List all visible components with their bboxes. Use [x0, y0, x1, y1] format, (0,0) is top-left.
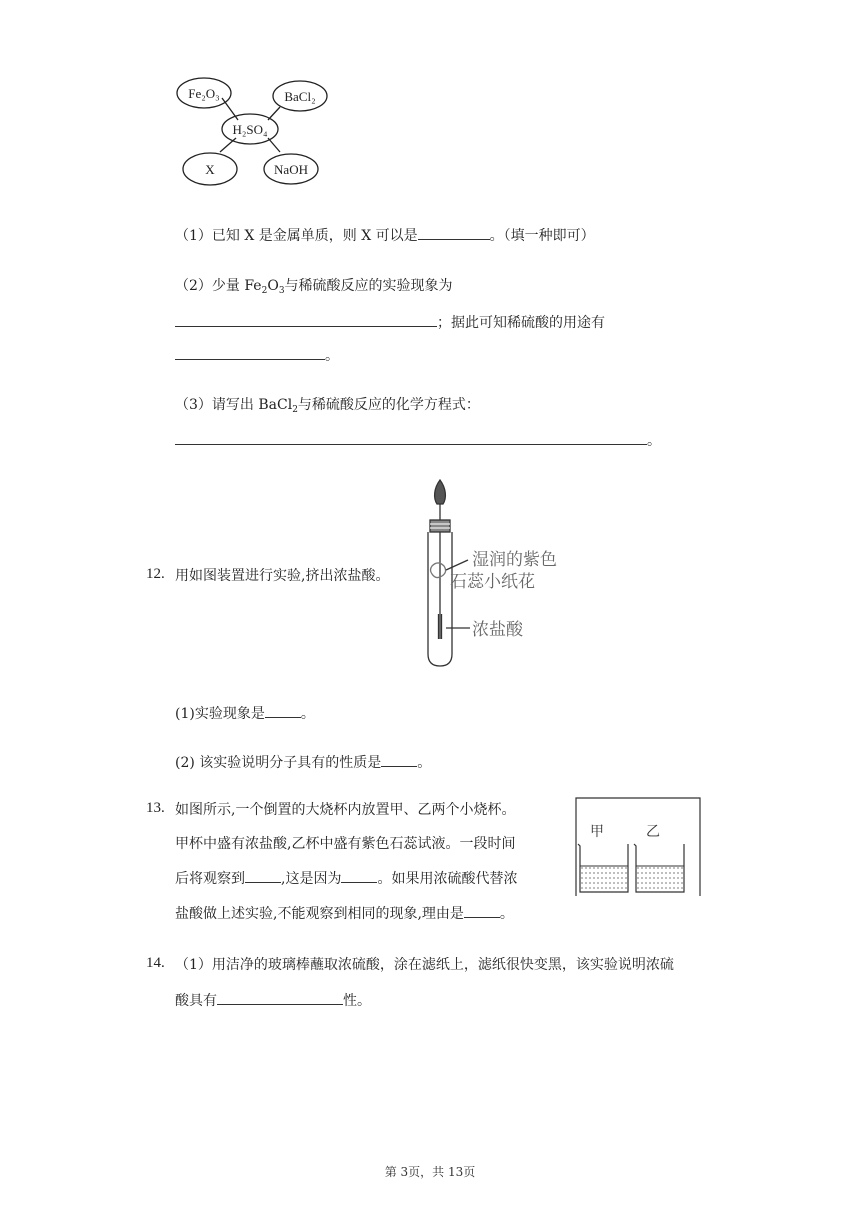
q11-part2-line3: 。	[175, 345, 339, 366]
reaction-diagram	[170, 72, 340, 192]
q13-line1: 如图所示,一个倒置的大烧杯内放置甲、乙两个小烧杯。	[175, 802, 516, 818]
naoh-label: NaOH	[274, 162, 308, 177]
answer-blank[interactable]	[175, 430, 647, 445]
q11-part3: （3）请写出 BaCl$_2$与稀硫酸反应的化学方程式：	[175, 397, 480, 415]
label-jia: 甲	[590, 824, 604, 840]
test-tube-figure	[410, 474, 595, 670]
bacl2-label: BaCl₂	[284, 89, 316, 104]
answer-blank[interactable]	[217, 990, 343, 1005]
q13-line4: 盐酸做上述实验,不能观察到相同的现象,理由是 。	[175, 903, 514, 924]
q11-part3-line2: 。	[175, 430, 661, 451]
q14-line2: 酸具有 性。	[175, 990, 371, 1011]
page-footer: 第 3页，共 13页	[384, 1165, 476, 1179]
q11-part2-line2: ；据此可知稀硫酸的用途有	[175, 312, 605, 333]
flower-label-line1: 湿润的紫色	[472, 550, 557, 570]
q12-part1: (1)实验现象是 。	[175, 703, 315, 724]
answer-blank[interactable]	[341, 868, 377, 883]
beakers-figure	[574, 796, 702, 898]
q11-part1: （1）已知 X 是金属单质，则 X 可以是 。（填一种即可）	[175, 225, 595, 246]
x-label: X	[205, 162, 215, 177]
answer-blank[interactable]	[464, 903, 500, 918]
q14-line1: （1）用洁净的玻璃棒蘸取浓硫酸，涂在滤纸上，滤纸很快变黑，该实验说明浓硫	[175, 957, 674, 973]
q11-part2: （2）少量 $Fe_2O_3$与稀硫酸反应的实验现象为	[175, 278, 453, 296]
answer-blank[interactable]	[418, 225, 490, 240]
answer-blank[interactable]	[175, 345, 325, 360]
q13-line3: 后将观察到 ,这是因为 。如果用浓硫酸代替浓	[175, 868, 517, 889]
label-yi: 乙	[646, 824, 660, 840]
q12-part2: (2) 该实验说明分子具有的性质是 。	[175, 752, 431, 773]
q12-stem: 用如图装置进行实验,挤出浓盐酸。	[175, 568, 390, 584]
answer-blank[interactable]	[245, 868, 281, 883]
answer-blank[interactable]	[381, 752, 417, 767]
answer-blank[interactable]	[175, 312, 437, 327]
q12-number: 12.	[146, 566, 165, 582]
h2so4-label: H₂SO₄	[232, 122, 268, 137]
flower-label-line2: 石蕊小纸花	[450, 572, 535, 592]
answer-blank[interactable]	[265, 703, 301, 718]
acid-label: 浓盐酸	[472, 620, 523, 640]
q14-number: 14.	[146, 955, 165, 971]
fe2o3-label: Fe₂O₃	[188, 86, 220, 101]
q13-line2: 甲杯中盛有浓盐酸,乙杯中盛有紫色石蕊试液。一段时间	[175, 836, 516, 852]
q13-number: 13.	[146, 800, 165, 816]
